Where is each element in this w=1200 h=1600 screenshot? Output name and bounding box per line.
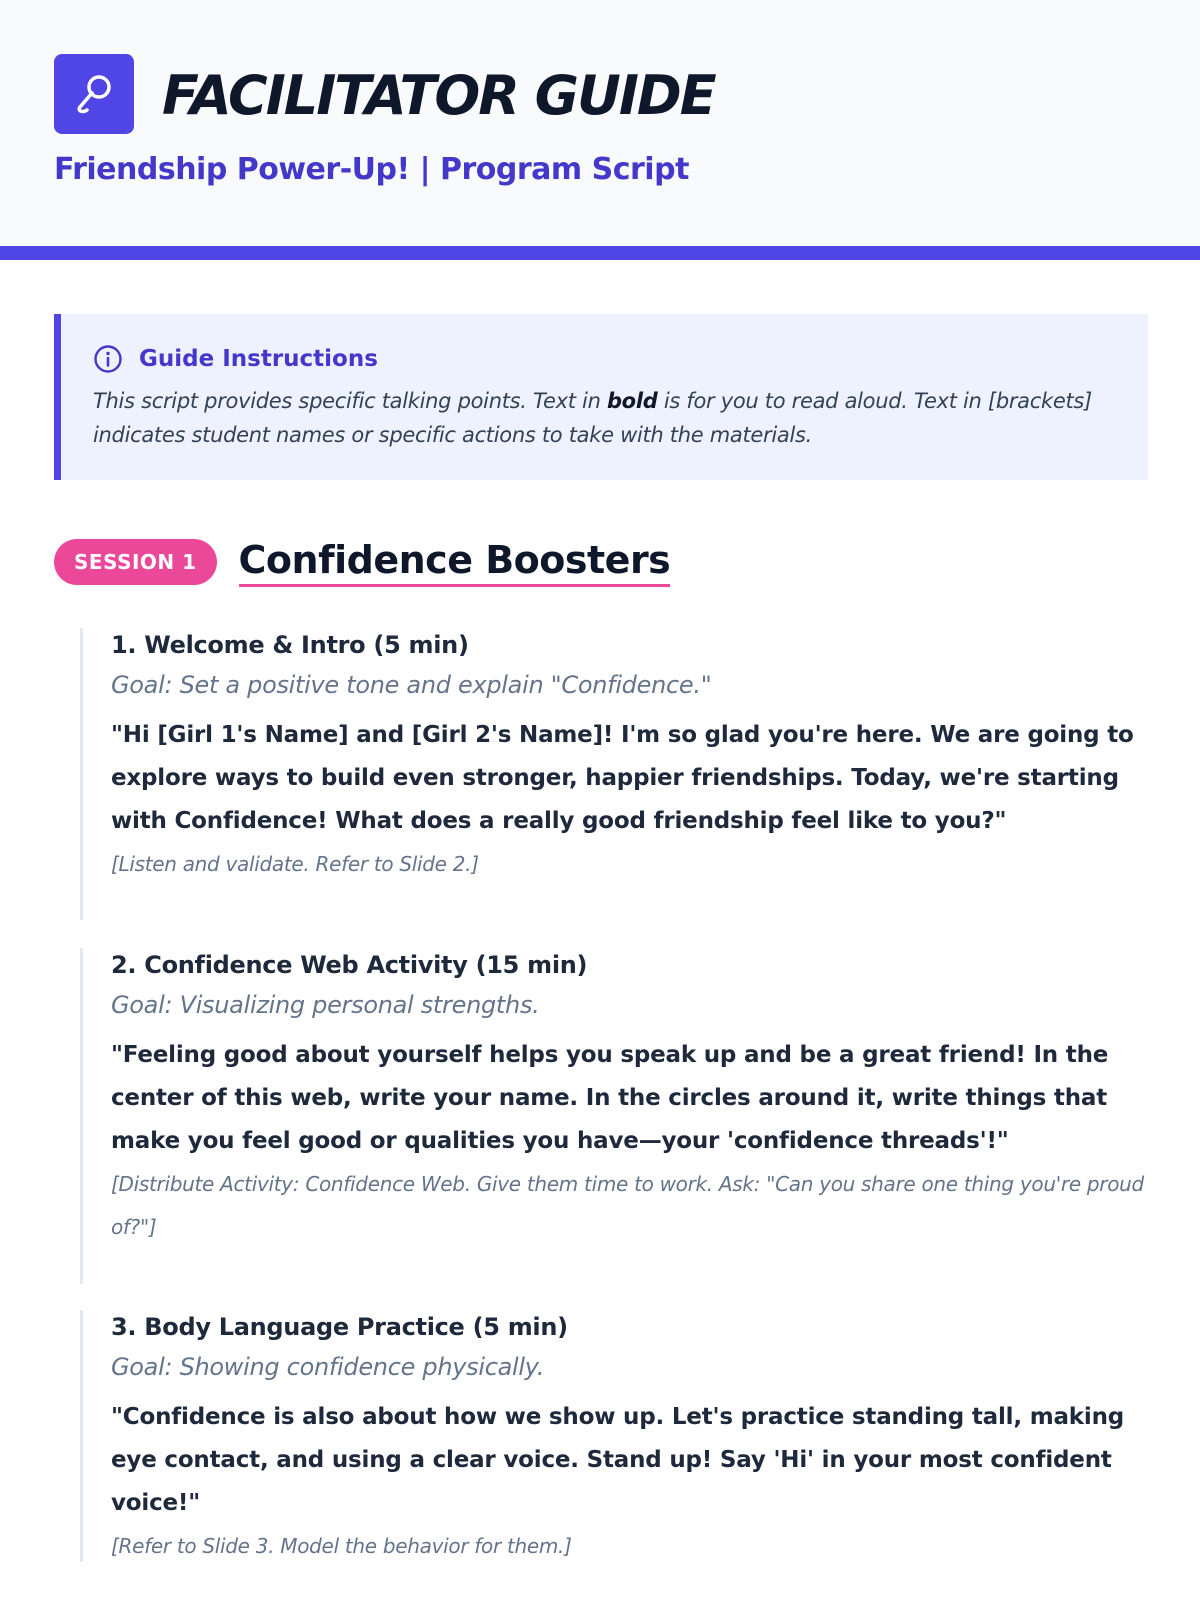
step-title: 3. Body Language Practice (5 min) (111, 1313, 568, 1341)
session-header (54, 536, 670, 587)
session-title: Confidence Boosters (239, 536, 671, 587)
step-script: "Confidence is also about how we show up. Let's practice standing tall, making eye contact, and using a clear voice. Stand up! Say 'Hi' in your most confident voice!" (111, 1404, 1125, 1516)
step-note: [Refer to Slide 3. Model the behavior for them.] (111, 1534, 572, 1558)
step-goal: Goal: Visualizing personal strengths. (111, 991, 540, 1019)
step-block (80, 1310, 1150, 1562)
microphone-icon (68, 68, 120, 120)
info-icon (93, 344, 123, 374)
page-title: FACILITATOR GUIDE (162, 64, 715, 127)
header-divider (0, 246, 1200, 260)
step-block (80, 948, 1150, 1284)
page-header (0, 0, 1200, 250)
step-script: "Hi [Girl 1's Name] and [Girl 2's Name]! I'm so glad you're here. We are going to explore ways to build even stronger, happier friendships. Today, we're starting with Confidence! What does a really good friendship feel like to you?" (111, 722, 1134, 834)
logo-badge (54, 54, 134, 134)
callout-title: Guide Instructions (139, 346, 378, 372)
step-script: "Feeling good about yourself helps you speak up and be a great friend! In the center of this web, write your name. In the circles around it, write things that make you feel good or qualities you have—your 'confidence threads'!" (111, 1042, 1109, 1154)
guide-instructions-callout (54, 314, 1148, 480)
step-note: [Listen and validate. Refer to Slide 2.] (111, 852, 479, 876)
session-badge: SESSION 1 (54, 539, 217, 585)
step-block (80, 628, 1150, 920)
step-note: [Distribute Activity: Confidence Web. Give them time to work. Ask: "Can you share one thing you're proud of?"] (111, 1172, 1144, 1239)
bold-word: bold (606, 389, 658, 413)
step-title: 1. Welcome & Intro (5 min) (111, 631, 469, 659)
step-goal: Goal: Showing confidence physically. (111, 1353, 545, 1381)
step-goal: Goal: Set a positive tone and explain "Confidence." (111, 671, 712, 699)
callout-text: This script provides specific talking points. Text in bold is for you to read aloud. Text in [brackets] indicates student names or specific actions to take with the materials. (93, 389, 1092, 447)
page-subtitle: Friendship Power-Up! | Program Script (54, 152, 689, 187)
step-title: 2. Confidence Web Activity (15 min) (111, 951, 588, 979)
